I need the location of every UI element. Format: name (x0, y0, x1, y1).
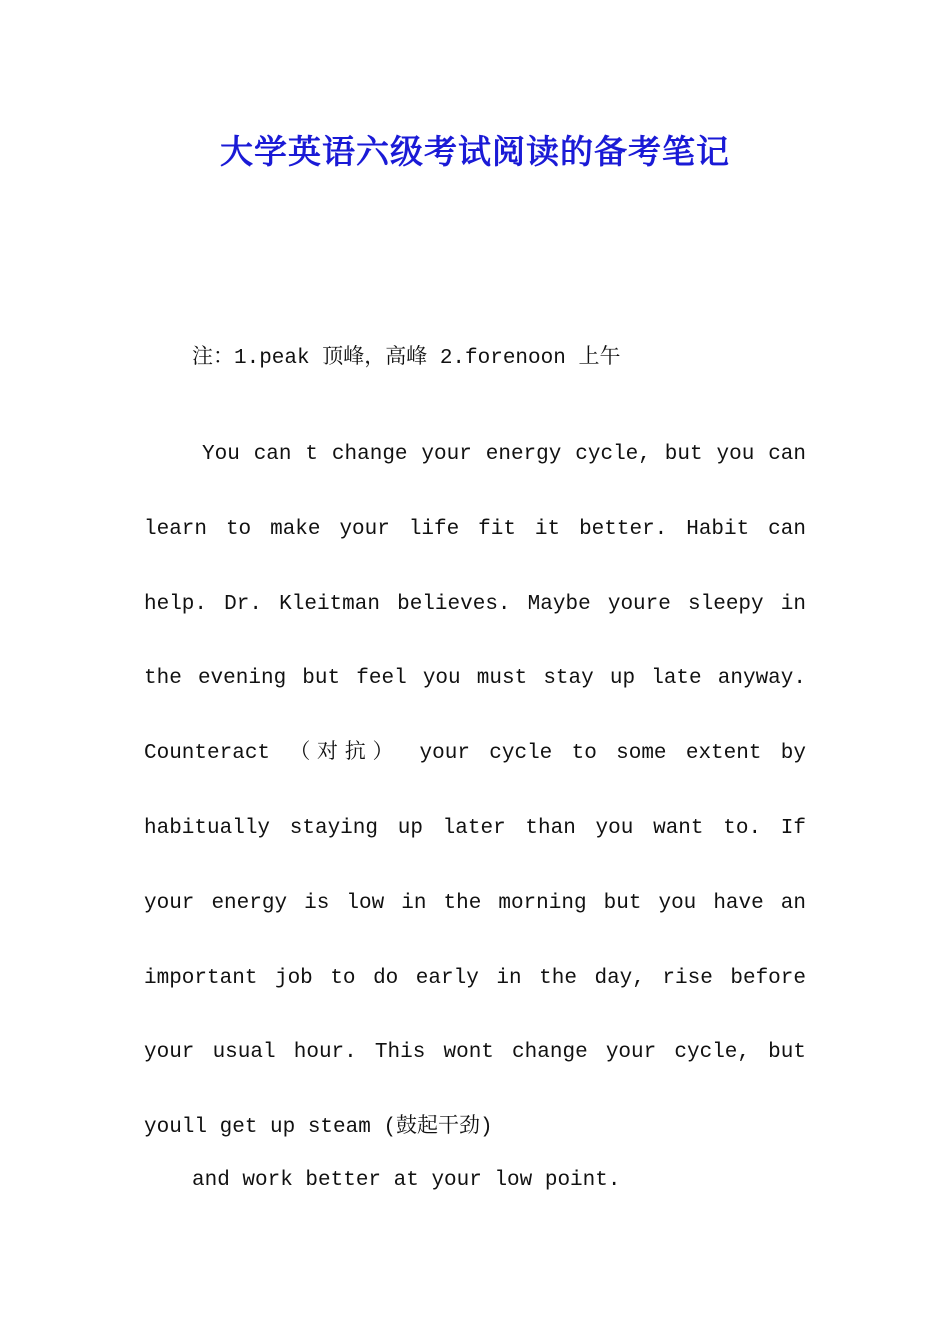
document-title: 大学英语六级考试阅读的备考笔记 (220, 132, 730, 171)
body-paragraph-continuation: and work better at your low point. (192, 1169, 621, 1192)
vocabulary-note: 注：1.peak 顶峰，高峰 2.forenoon 上午 (192, 347, 621, 370)
body-paragraph: You can t change your energy cycle, but you can learn to make your life fit it better. Habit can help. Dr. Kleitman believes. Maybe youre sleepy in the evening but feel you must stay up late anyway. Counteract （对抗） your cycle to some extent by habitually staying up later than you want to. If your energy is low in the morning but you have an important job to do early in the day, rise before your usual hour. This wont change your cycle, but youll get up steam (鼓起干劲) (144, 443, 806, 1140)
